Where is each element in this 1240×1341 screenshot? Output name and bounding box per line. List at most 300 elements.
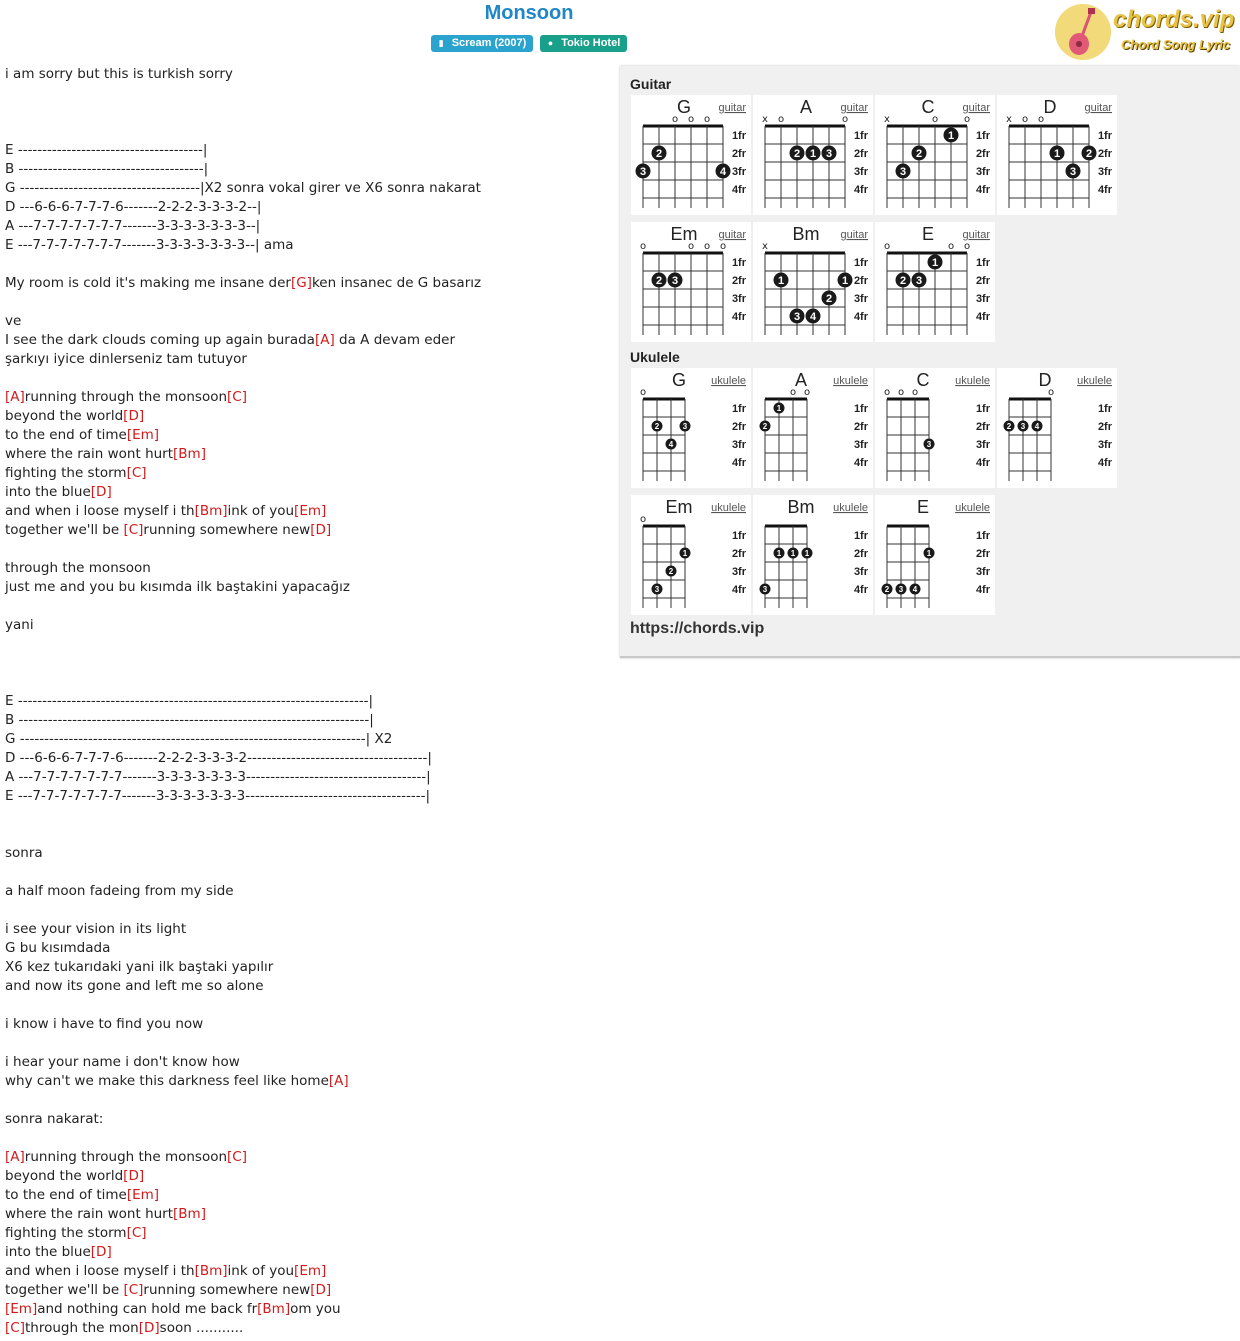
lyric-line bbox=[5, 1262, 610, 1281]
fret-label: 3fr bbox=[731, 293, 746, 305]
open-string-mark: o bbox=[777, 114, 785, 125]
open-string-mark: o bbox=[947, 241, 955, 252]
lyric-line bbox=[5, 103, 610, 122]
finger-number: 3 bbox=[671, 275, 679, 287]
chord-link[interactable]: [Bm] bbox=[194, 503, 228, 519]
fret-label: 2fr bbox=[975, 421, 990, 433]
finger-number: 2 bbox=[915, 148, 923, 160]
open-string-mark: o bbox=[639, 514, 647, 525]
open-string-mark: o bbox=[911, 387, 919, 398]
fret-label: 3fr bbox=[853, 166, 868, 178]
finger-number: 1 bbox=[931, 257, 939, 269]
lyric-text: ink of you bbox=[227, 1263, 295, 1279]
fret-label: 2fr bbox=[731, 548, 746, 560]
chord-name: Em bbox=[670, 224, 698, 244]
fret-label: 4fr bbox=[731, 584, 746, 596]
chord-name: E bbox=[916, 497, 930, 517]
lyric-text: ken insanec de G basarız bbox=[311, 275, 482, 291]
lyric-text: beyond the world bbox=[5, 408, 124, 424]
lyric-line bbox=[5, 1319, 610, 1338]
lyric-text: together we'll be bbox=[5, 1282, 124, 1298]
lyric-text: i am sorry but this is turkish sorry bbox=[5, 66, 233, 82]
lyric-line bbox=[5, 540, 610, 559]
lyric-text: A ---7-7-7-7-7-7-7-------3-3-3-3-3-3-3--| bbox=[5, 218, 261, 234]
lyric-text: to the end of time bbox=[5, 427, 127, 443]
guitar-chord-diagram-e[interactable] bbox=[875, 222, 995, 342]
fret-label: 1fr bbox=[853, 403, 868, 415]
fret-label: 1fr bbox=[731, 530, 746, 542]
finger-number: 3 bbox=[654, 585, 660, 594]
finger-number: 3 bbox=[639, 166, 647, 178]
lyrics-body bbox=[5, 65, 610, 1338]
chord-link[interactable]: [Bm] bbox=[257, 1301, 291, 1317]
lyric-line bbox=[5, 445, 610, 464]
lyric-line bbox=[5, 236, 610, 255]
instrument-link[interactable]: ukulele bbox=[711, 375, 746, 387]
lyric-line bbox=[5, 198, 610, 217]
finger-number: 2 bbox=[655, 148, 663, 160]
finger-number: 1 bbox=[776, 549, 782, 558]
lyric-text: om you bbox=[290, 1301, 341, 1317]
open-string-mark: o bbox=[803, 387, 811, 398]
lyric-line bbox=[5, 1243, 610, 1262]
lyric-text: ink of you bbox=[227, 503, 295, 519]
chord-link[interactable]: [C] bbox=[123, 1282, 144, 1298]
lyric-text: why can't we make this darkness feel like home bbox=[5, 1073, 329, 1089]
finger-number: 3 bbox=[915, 275, 923, 287]
lyric-line bbox=[5, 730, 610, 749]
fret-label: 3fr bbox=[1097, 166, 1112, 178]
open-string-mark: o bbox=[1021, 114, 1029, 125]
lyric-text: into the blue bbox=[5, 1244, 91, 1260]
lyric-line bbox=[5, 1148, 610, 1167]
fret-label: 2fr bbox=[853, 421, 868, 433]
open-string-mark: o bbox=[639, 241, 647, 252]
lyric-line bbox=[5, 635, 610, 654]
lyric-text: ve bbox=[5, 313, 22, 329]
lyric-text: E ------------------------------------------------------------------------| bbox=[5, 693, 374, 709]
ukulele-chord-diagram-em[interactable] bbox=[631, 495, 751, 615]
chord-name: A bbox=[799, 97, 813, 117]
lyric-line bbox=[5, 958, 610, 977]
ukulele-chord-diagram-bm[interactable] bbox=[753, 495, 873, 615]
open-string-mark: o bbox=[931, 114, 939, 125]
open-string-mark: o bbox=[841, 114, 849, 125]
site-url[interactable]: https://chords.vip bbox=[630, 620, 765, 637]
person-icon: ● bbox=[547, 38, 554, 48]
lyric-line bbox=[5, 1167, 610, 1186]
chord-link[interactable]: [A] bbox=[5, 389, 25, 405]
lyric-line bbox=[5, 920, 610, 939]
fret-label: 1fr bbox=[731, 257, 746, 269]
finger-number: 1 bbox=[1053, 148, 1061, 160]
fret-label: 4fr bbox=[731, 457, 746, 469]
ukulele-chord-diagram-e[interactable] bbox=[875, 495, 995, 615]
muted-string-mark: x bbox=[884, 114, 890, 125]
finger-number: 3 bbox=[793, 311, 801, 323]
lyric-text: just me and you bu kısımda ilk baştakini yapacağız bbox=[5, 579, 350, 595]
fret-label: 1fr bbox=[1097, 403, 1112, 415]
lyric-line bbox=[5, 141, 610, 160]
muted-string-mark: x bbox=[762, 114, 768, 125]
fret-label: 1fr bbox=[853, 530, 868, 542]
guitar-chord-diagram-bm[interactable] bbox=[753, 222, 873, 342]
chord-link[interactable]: [C] bbox=[123, 522, 144, 538]
finger-number: 4 bbox=[668, 440, 674, 449]
finger-number: 3 bbox=[682, 422, 688, 431]
lyric-line bbox=[5, 483, 610, 502]
lyric-text: to the end of time bbox=[5, 1187, 127, 1203]
fret-label: 3fr bbox=[731, 566, 746, 578]
song-badges bbox=[0, 35, 1058, 53]
lyric-line bbox=[5, 160, 610, 179]
lyric-line bbox=[5, 426, 610, 445]
finger-number: 1 bbox=[926, 549, 932, 558]
finger-number: 4 bbox=[912, 585, 918, 594]
finger-number: 2 bbox=[1085, 148, 1093, 160]
open-string-mark: o bbox=[703, 241, 711, 252]
open-string-mark: o bbox=[963, 241, 971, 252]
instrument-link[interactable]: guitar bbox=[1084, 102, 1112, 114]
fret-label: 3fr bbox=[975, 166, 990, 178]
ukulele-chord-diagram-c[interactable] bbox=[875, 368, 995, 488]
fret-label: 1fr bbox=[975, 403, 990, 415]
lyric-text: B --------------------------------------| bbox=[5, 161, 209, 177]
lyric-line bbox=[5, 768, 610, 787]
lyric-line bbox=[5, 882, 610, 901]
lyric-line bbox=[5, 1281, 610, 1300]
fret-label: 4fr bbox=[975, 311, 990, 323]
instrument-link[interactable]: ukulele bbox=[833, 502, 868, 514]
open-string-mark: o bbox=[703, 114, 711, 125]
fret-label: 4fr bbox=[1097, 184, 1112, 196]
finger-number: 4 bbox=[719, 166, 727, 178]
finger-number: 3 bbox=[898, 585, 904, 594]
song-title: Monsoon bbox=[484, 2, 574, 24]
lyric-text: G -----------------------------------------------------------------------| X2 bbox=[5, 731, 393, 747]
guitar-chord-diagram-em[interactable] bbox=[631, 222, 751, 342]
lyric-line bbox=[5, 749, 610, 768]
fret-label: 4fr bbox=[853, 184, 868, 196]
chord-name: C bbox=[921, 97, 935, 117]
chord-name: C bbox=[916, 370, 930, 390]
chord-link[interactable]: [G] bbox=[290, 275, 312, 291]
lyric-text: and now its gone and left me so alone bbox=[5, 978, 264, 994]
lyric-text: I see the dark clouds coming up again burada bbox=[5, 332, 315, 348]
lyric-text: G bu kısımdada bbox=[5, 940, 111, 956]
chord-name: D bbox=[1038, 370, 1052, 390]
lyric-line bbox=[5, 293, 610, 312]
lyric-line bbox=[5, 1110, 610, 1129]
instrument-link[interactable]: ukulele bbox=[833, 375, 868, 387]
lyric-text: beyond the world bbox=[5, 1168, 124, 1184]
finger-number: 2 bbox=[654, 422, 660, 431]
lyric-line bbox=[5, 578, 610, 597]
lyric-line bbox=[5, 1091, 610, 1110]
fret-label: 4fr bbox=[853, 311, 868, 323]
finger-number: 1 bbox=[777, 275, 785, 287]
lyric-line bbox=[5, 977, 610, 996]
lyric-text: where the rain wont hurt bbox=[5, 446, 174, 462]
fret-label: 4fr bbox=[975, 584, 990, 596]
album-badge-label: Scream (2007) bbox=[451, 37, 527, 49]
lyric-text: running somewhere new bbox=[143, 1282, 311, 1298]
open-string-mark: o bbox=[897, 387, 905, 398]
fret-label: 2fr bbox=[1097, 421, 1112, 433]
open-string-mark: o bbox=[963, 114, 971, 125]
lyric-line bbox=[5, 787, 610, 806]
fret-label: 3fr bbox=[853, 293, 868, 305]
chord-name: Em bbox=[665, 497, 693, 517]
lyric-line bbox=[5, 122, 610, 141]
fret-label: 2fr bbox=[1097, 148, 1112, 160]
finger-number: 2 bbox=[825, 293, 833, 305]
instrument-link[interactable]: guitar bbox=[840, 102, 868, 114]
chord-link[interactable]: [C] bbox=[227, 389, 247, 405]
lyric-text: E --------------------------------------| bbox=[5, 142, 208, 158]
finger-number: 3 bbox=[926, 440, 932, 449]
lyric-line bbox=[5, 673, 610, 692]
lyric-text: soon ........... bbox=[159, 1320, 244, 1336]
chord-name: D bbox=[1043, 97, 1057, 117]
lyric-line bbox=[5, 806, 610, 825]
fret-label: 1fr bbox=[975, 257, 990, 269]
chord-link[interactable]: [D] bbox=[310, 1282, 332, 1298]
lyric-line bbox=[5, 1224, 610, 1243]
finger-number: 1 bbox=[790, 549, 796, 558]
artist-badge[interactable] bbox=[540, 35, 628, 52]
guitar-chord-diagram-d[interactable] bbox=[997, 95, 1117, 215]
finger-number: 4 bbox=[809, 311, 817, 323]
lyric-text: My room is cold it's making me insane der bbox=[5, 275, 291, 291]
finger-number: 3 bbox=[825, 148, 833, 160]
lyric-line bbox=[5, 616, 610, 635]
finger-number: 1 bbox=[809, 148, 817, 160]
chord-link[interactable]: [D] bbox=[123, 408, 145, 424]
lyric-text: D ---6-6-6-7-7-7-6-------2-2-2-3-3-3-2--| bbox=[5, 199, 262, 215]
fret-label: 2fr bbox=[853, 275, 868, 287]
lyric-text: i hear your name i don't know how bbox=[5, 1054, 240, 1070]
chord-link[interactable]: [D] bbox=[310, 522, 332, 538]
guitar-chord-diagram-g[interactable] bbox=[631, 95, 751, 215]
finger-number: 3 bbox=[762, 585, 768, 594]
lyric-line bbox=[5, 692, 610, 711]
open-string-mark: o bbox=[671, 114, 679, 125]
fret-label: 4fr bbox=[975, 184, 990, 196]
chord-link[interactable]: [D] bbox=[138, 1320, 160, 1336]
instrument-link[interactable]: guitar bbox=[718, 102, 746, 114]
chord-link[interactable]: [A] bbox=[5, 1149, 25, 1165]
lyric-text: G -------------------------------------|X2 sonra vokal girer ve X6 sonra nakarat bbox=[5, 180, 481, 196]
finger-number: 3 bbox=[1069, 166, 1077, 178]
lyric-line bbox=[5, 1300, 610, 1319]
fret-label: 4fr bbox=[853, 584, 868, 596]
fret-label: 3fr bbox=[731, 166, 746, 178]
fret-label: 1fr bbox=[975, 530, 990, 542]
instrument-link[interactable]: ukulele bbox=[711, 502, 746, 514]
finger-number: 1 bbox=[776, 404, 782, 413]
instrument-link[interactable]: guitar bbox=[962, 102, 990, 114]
lyric-text: i see your vision in its light bbox=[5, 921, 187, 937]
fret-label: 2fr bbox=[975, 548, 990, 560]
ukulele-chord-diagram-a[interactable] bbox=[753, 368, 873, 488]
lyric-text: through the mon bbox=[24, 1320, 139, 1336]
lyric-line bbox=[5, 939, 610, 958]
guitar-chord-diagram-a[interactable] bbox=[753, 95, 873, 215]
instrument-link[interactable]: ukulele bbox=[1077, 375, 1112, 387]
finger-number: 2 bbox=[762, 422, 768, 431]
lyric-text: together we'll be bbox=[5, 522, 124, 538]
chord-name: E bbox=[921, 224, 935, 244]
chord-link[interactable]: [Bm] bbox=[173, 446, 206, 462]
chord-link[interactable]: [Em] bbox=[294, 503, 327, 519]
lyric-line bbox=[5, 1205, 610, 1224]
instrument-link[interactable]: guitar bbox=[718, 229, 746, 241]
guitar-logo-icon bbox=[1055, 4, 1111, 60]
finger-number: 1 bbox=[682, 549, 688, 558]
guitar-chord-diagram-c[interactable] bbox=[875, 95, 995, 215]
lyric-line bbox=[5, 901, 610, 920]
chord-link[interactable]: [Em] bbox=[126, 427, 160, 443]
lyric-line bbox=[5, 654, 610, 673]
album-icon: ▮ bbox=[438, 38, 444, 48]
chord-name: Bm bbox=[792, 224, 820, 244]
lyric-line bbox=[5, 350, 610, 369]
ukulele-section-heading: Ukulele bbox=[630, 349, 680, 365]
fret-label: 3fr bbox=[731, 439, 746, 451]
chord-name: A bbox=[794, 370, 808, 390]
fret-label: 1fr bbox=[1097, 130, 1112, 142]
finger-number: 2 bbox=[1006, 422, 1012, 431]
fret-label: 2fr bbox=[975, 275, 990, 287]
open-string-mark: o bbox=[719, 241, 727, 252]
lyric-line bbox=[5, 331, 610, 350]
chord-name: Bm bbox=[787, 497, 815, 517]
lyric-text: i know i have to find you now bbox=[5, 1016, 204, 1032]
open-string-mark: o bbox=[687, 114, 695, 125]
chord-link[interactable]: [Em] bbox=[294, 1263, 327, 1279]
album-badge[interactable] bbox=[431, 35, 534, 52]
lyric-line bbox=[5, 825, 610, 844]
lyric-text: running somewhere new bbox=[143, 522, 311, 538]
fret-label: 3fr bbox=[1097, 439, 1112, 451]
lyric-line bbox=[5, 255, 610, 274]
open-string-mark: o bbox=[687, 241, 695, 252]
instrument-link[interactable]: ukulele bbox=[955, 502, 990, 514]
fret-label: 4fr bbox=[975, 457, 990, 469]
lyric-line bbox=[5, 1034, 610, 1053]
chord-link[interactable]: [C] bbox=[126, 465, 147, 481]
fret-label: 1fr bbox=[975, 130, 990, 142]
lyric-line bbox=[5, 1015, 610, 1034]
chord-diagram-panel bbox=[620, 66, 1240, 658]
fret-label: 2fr bbox=[853, 148, 868, 160]
fret-label: 2fr bbox=[731, 421, 746, 433]
chord-link[interactable]: [A] bbox=[314, 332, 335, 348]
lyric-text: sonra bbox=[5, 845, 43, 861]
ukulele-chord-diagram-g[interactable] bbox=[631, 368, 751, 488]
lyric-text: where the rain wont hurt bbox=[5, 1206, 174, 1222]
chord-link[interactable]: [Em] bbox=[126, 1187, 160, 1203]
lyric-text: A ---7-7-7-7-7-7-7-------3-3-3-3-3-3-3-------------------------------------| bbox=[5, 769, 431, 785]
lyric-text: E ---7-7-7-7-7-7-7-------3-3-3-3-3-3-3--| ama bbox=[5, 237, 294, 253]
lyric-line bbox=[5, 84, 610, 103]
lyric-line bbox=[5, 711, 610, 730]
lyric-line bbox=[5, 1129, 610, 1148]
chord-link[interactable]: [D] bbox=[123, 1168, 145, 1184]
lyric-line bbox=[5, 65, 610, 84]
finger-number: 2 bbox=[655, 275, 663, 287]
fret-label: 4fr bbox=[731, 311, 746, 323]
chord-link[interactable]: [Em] bbox=[5, 1301, 38, 1317]
open-string-mark: o bbox=[1037, 114, 1045, 125]
ukulele-chord-diagram-d[interactable] bbox=[997, 368, 1117, 488]
fret-label: 1fr bbox=[853, 130, 868, 142]
chord-link[interactable]: [Bm] bbox=[173, 1206, 206, 1222]
chord-name: G bbox=[671, 370, 687, 390]
open-string-mark: o bbox=[883, 241, 891, 252]
lyric-line bbox=[5, 521, 610, 540]
lyric-line bbox=[5, 274, 610, 293]
lyric-line bbox=[5, 863, 610, 882]
site-logo[interactable] bbox=[1055, 4, 1235, 62]
chord-link[interactable]: [A] bbox=[328, 1073, 349, 1089]
instrument-link[interactable]: ukulele bbox=[955, 375, 990, 387]
muted-string-mark: x bbox=[1006, 114, 1012, 125]
finger-number: 3 bbox=[1020, 422, 1026, 431]
lyric-text: yani bbox=[5, 617, 34, 633]
guitar-logo-drawing bbox=[1055, 4, 1111, 60]
guitar-section-heading: Guitar bbox=[630, 76, 672, 92]
lyric-text: through the monsoon bbox=[5, 560, 151, 576]
fret-label: 3fr bbox=[975, 566, 990, 578]
fret-label: 4fr bbox=[853, 457, 868, 469]
chord-link[interactable]: [D] bbox=[90, 484, 112, 500]
lyric-line bbox=[5, 597, 610, 616]
lyric-line bbox=[5, 464, 610, 483]
lyric-line bbox=[5, 407, 610, 426]
chord-link[interactable]: [C] bbox=[227, 1149, 247, 1165]
fret-label: 2fr bbox=[731, 148, 746, 160]
finger-number: 4 bbox=[1034, 422, 1040, 431]
open-string-mark: o bbox=[789, 387, 797, 398]
lyric-text: şarkıyı iyice dinlerseniz tam tutuyor bbox=[5, 351, 247, 367]
lyric-line bbox=[5, 1072, 610, 1091]
lyric-text: sonra nakarat: bbox=[5, 1111, 104, 1127]
lyric-text: fighting the storm bbox=[5, 1225, 127, 1241]
lyric-line bbox=[5, 1186, 610, 1205]
finger-number: 2 bbox=[668, 567, 674, 576]
chord-link[interactable]: [Bm] bbox=[194, 1263, 228, 1279]
instrument-link[interactable]: guitar bbox=[840, 229, 868, 241]
open-string-mark: o bbox=[639, 387, 647, 398]
lyric-line bbox=[5, 559, 610, 578]
lyric-line bbox=[5, 844, 610, 863]
lyric-text: and nothing can hold me back fr bbox=[37, 1301, 258, 1317]
chord-link[interactable]: [D] bbox=[90, 1244, 112, 1260]
chord-link[interactable]: [C] bbox=[5, 1320, 25, 1336]
chord-link[interactable]: [C] bbox=[126, 1225, 147, 1241]
instrument-link[interactable]: guitar bbox=[962, 229, 990, 241]
fret-label: 3fr bbox=[853, 439, 868, 451]
fret-label: 4fr bbox=[731, 184, 746, 196]
lyric-text: E ---7-7-7-7-7-7-7-------3-3-3-3-3-3-3-------------------------------------| bbox=[5, 788, 431, 804]
lyric-text: da A devam eder bbox=[334, 332, 456, 348]
lyric-text: running through the monsoon bbox=[24, 1149, 228, 1165]
fret-label: 2fr bbox=[731, 275, 746, 287]
lyric-text: running through the monsoon bbox=[24, 389, 228, 405]
finger-number: 2 bbox=[899, 275, 907, 287]
